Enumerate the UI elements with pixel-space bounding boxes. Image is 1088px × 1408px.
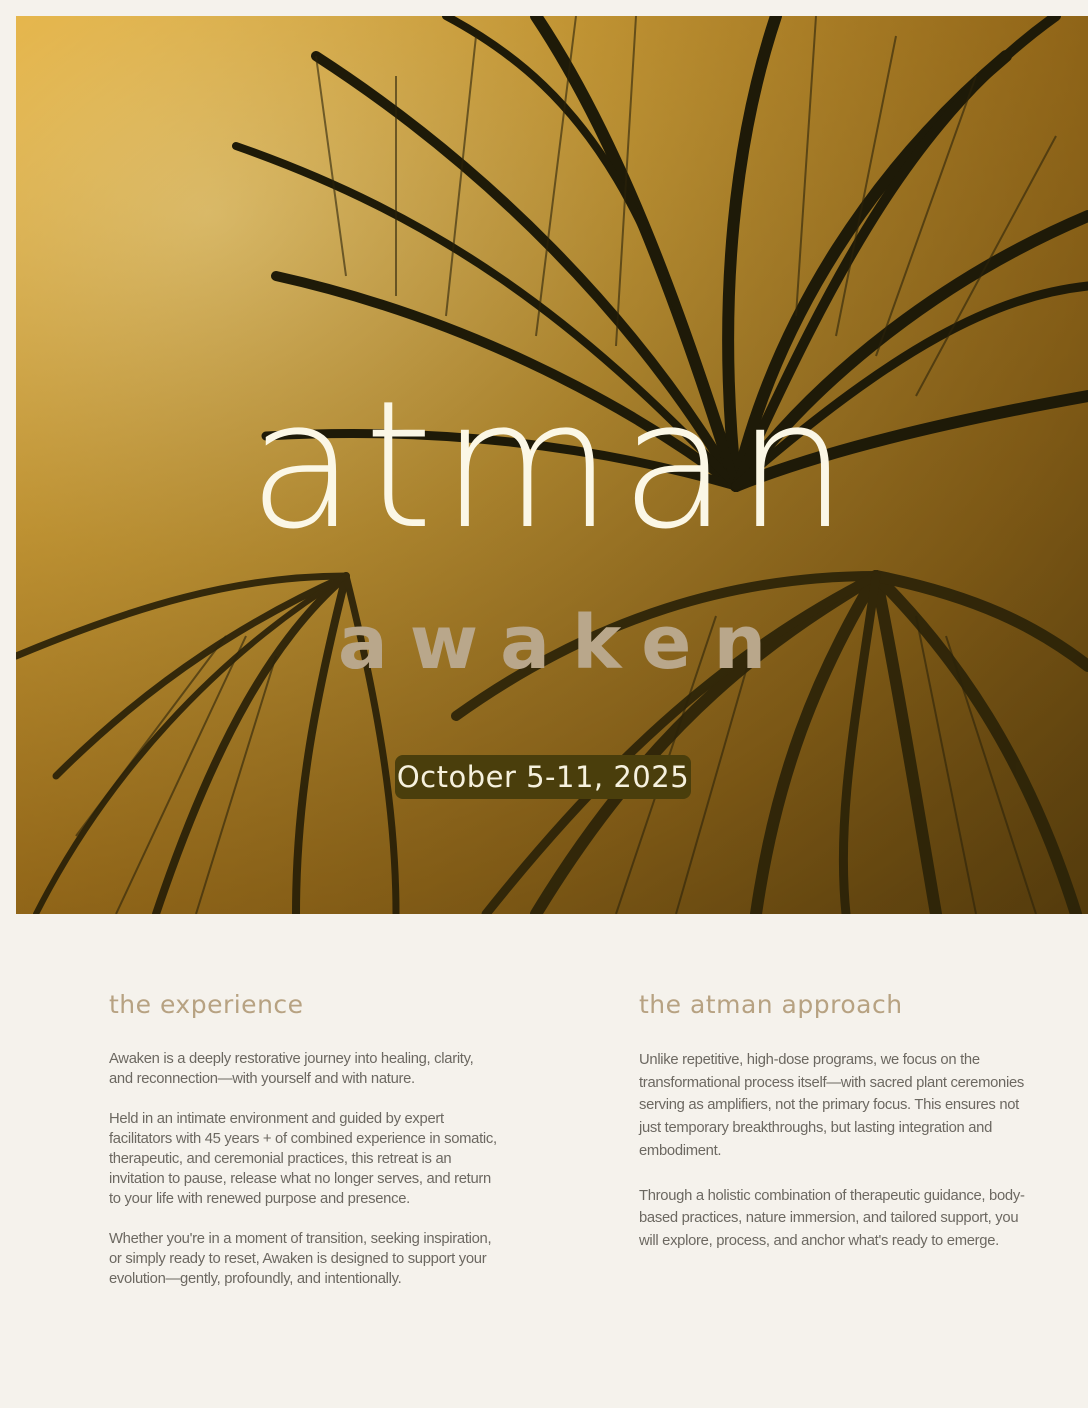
approach-paragraph: Unlike repetitive, high-dose programs, we focus on the transformational process itself—with sacred plant ceremonies serving as amplifiers, not the primary focus. This ensures not just temporary breakthroughs, but lasting integration and embodiment. [639,1052,1024,1159]
experience-paragraph: Held in an intimate environment and guided by expert facilitators with 45 years + of combined experience in somatic, therapeutic, and ceremonial practices, this retreat is an invitation to pause, release what no longer serves, and return to your life with renewed purpose and presence. [109,1111,497,1207]
approach-paragraph: Through a holistic combination of therapeutic guidance, body-based practices, nature immersion, and tailored support, you will explore, process, and anchor what's ready to emerge. [639,1187,1025,1249]
experience-paragraph: Awaken is a deeply restorative journey into healing, clarity, and reconnection—with yourself and with nature. [109,1051,474,1087]
experience-heading: the experience [109,990,304,1019]
hero-image [16,16,1088,914]
experience-section [109,990,501,1309]
date-badge: October 5-11, 2025 [395,755,691,799]
retreat-title: awaken [337,600,789,686]
brand-logo-text: atman [248,363,856,568]
experience-paragraph: Whether you're in a moment of transition, seeking inspiration, or simply ready to reset, Awaken is designed to support your evolution—gently, profoundly, and intentionally. [109,1231,492,1287]
approach-section [639,990,1031,1275]
approach-heading: the atman approach [639,990,903,1019]
